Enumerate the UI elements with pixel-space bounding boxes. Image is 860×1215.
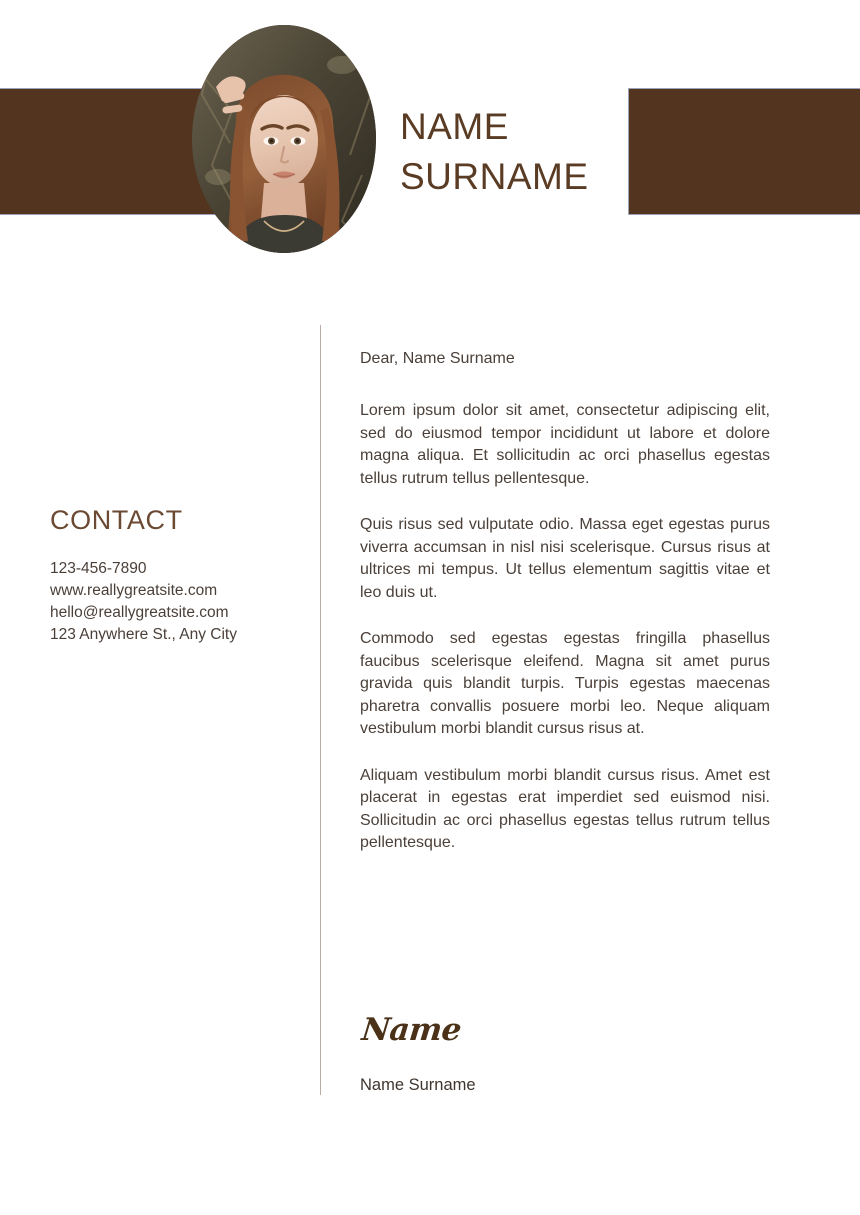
- name-first-line: NAME: [400, 106, 509, 147]
- contact-phone: 123-456-7890: [50, 560, 147, 577]
- letter-header: [0, 0, 860, 300]
- header-band-right: [628, 88, 860, 215]
- column-divider: [320, 325, 321, 1095]
- name-second-line: SURNAME: [400, 156, 589, 197]
- letter-paragraph: Commodo sed egestas egestas fringilla phasellus faucibus scelerisque eleifend. Magna sit amet purus gravida quis blandit turpis. Turpis egestas maecenas pharetra convallis posuere morbi leo. Neque aliquam vestibulum morbi blandit cursus risus at.: [360, 630, 770, 737]
- contact-section: [50, 505, 300, 646]
- portrait-photo: [192, 25, 376, 253]
- letter-salutation: Dear, Name Surname: [360, 350, 515, 367]
- contact-email: hello@reallygreatsite.com: [50, 604, 229, 621]
- letter-paragraph: Aliquam vestibulum morbi blandit cursus risus. Amet est placerat in egestas erat imperdiet sed euismod nisi. Sollicitudin ac orci phasellus egestas tellus rutrum tellus pellentesque.: [360, 766, 770, 851]
- signature-section: [360, 1012, 770, 1096]
- letter-paragraph: Quis risus sed vulputate odio. Massa eget egestas purus viverra accumsan in nisl nisi scelerisque. Cursus risus at ultrices mi tempus. Ut tellus elementum sagittis vitae et leo duis ut.: [360, 516, 770, 601]
- contact-website: www.reallygreatsite.com: [50, 582, 218, 599]
- letter-body: [360, 348, 770, 855]
- contact-list: [50, 558, 300, 646]
- page-title: [400, 102, 630, 202]
- signature-script: Name: [360, 1012, 463, 1048]
- contact-address: 123 Anywhere St., Any City: [50, 626, 237, 643]
- letter-paragraph: Lorem ipsum dolor sit amet, consectetur adipiscing elit, sed do eiusmod tempor incididunt ut labore et dolore magna aliqua. Et sollicitudin ac orci phasellus egestas tellus rutrum tellus pellentesque.: [360, 402, 770, 487]
- contact-heading: CONTACT: [50, 505, 183, 535]
- signature-printed-name: Name Surname: [360, 1076, 476, 1094]
